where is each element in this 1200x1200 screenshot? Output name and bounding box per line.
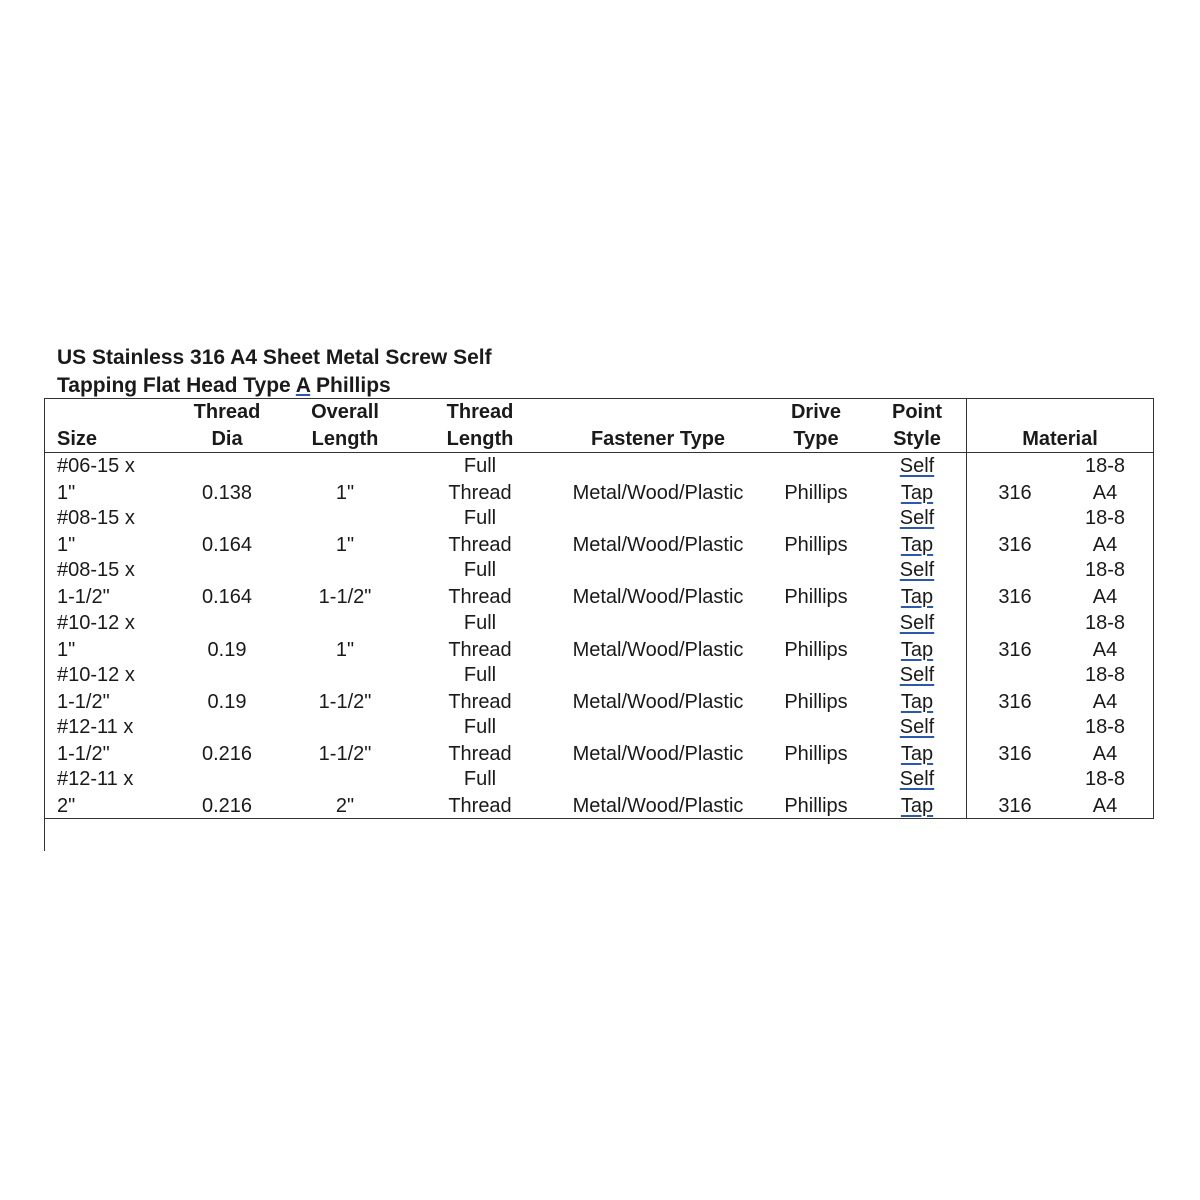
header-overall-length-line-2: Length <box>311 428 379 450</box>
row-1-point-style-line-2: Tap <box>900 534 934 556</box>
row-4-fastener-type: Metal/Wood/Plastic <box>572 691 744 713</box>
row-1-size-line-2: 1" <box>57 534 76 556</box>
row-0-thread-dia: 0.138 <box>201 482 253 504</box>
header-thread-length-line-2: Length <box>446 428 514 450</box>
row-5-material-grade-line-1: 18-8 <box>1084 716 1126 738</box>
row-1-overall-length: 1" <box>335 534 355 556</box>
header-point-style-line-1: Point <box>892 401 942 423</box>
row-5-fastener-type: Metal/Wood/Plastic <box>572 743 744 765</box>
row-6-point-style-line-1: Self <box>899 768 935 790</box>
row-5-thread-dia: 0.216 <box>201 743 253 765</box>
row-5-overall-length: 1-1/2" <box>318 743 372 765</box>
row-6-thread-length-line-2: Thread <box>448 795 512 817</box>
header-overall-length-line-1: Overall <box>311 401 379 423</box>
row-0-thread-length-line-2: Thread <box>448 482 512 504</box>
row-3-thread-dia: 0.19 <box>207 639 247 661</box>
row-5-thread-length-line-1: Full <box>463 716 497 738</box>
row-4-thread-length-line-2: Thread <box>448 691 512 713</box>
header-drive-type-line-2: Type <box>793 428 839 450</box>
row-3-point-style-line-2: Tap <box>900 639 934 661</box>
header-drive-type-line-1: Drive <box>790 401 842 423</box>
row-2-fastener-type: Metal/Wood/Plastic <box>572 586 744 608</box>
row-4-material-grade-line-1: 18-8 <box>1084 664 1126 686</box>
title-line-2-start: Tapping Flat Head Type <box>57 374 296 397</box>
row-1-material-number: 316 <box>998 534 1032 556</box>
row-3-size-line-2: 1" <box>57 639 76 661</box>
row-2-drive-type: Phillips <box>784 586 848 608</box>
row-6-size-line-1: #12-11 x <box>57 768 134 790</box>
row-2-point-style-line-2: Tap <box>900 586 934 608</box>
row-0-material-number: 316 <box>998 482 1032 504</box>
row-6-fastener-type: Metal/Wood/Plastic <box>572 795 744 817</box>
row-4-thread-length-line-1: Full <box>463 664 497 686</box>
row-2-point-style-line-1: Self <box>899 559 935 581</box>
row-3-overall-length: 1" <box>335 639 355 661</box>
row-4-drive-type: Phillips <box>784 691 848 713</box>
header-size-line-2: Size <box>57 428 98 450</box>
row-3-fastener-type: Metal/Wood/Plastic <box>572 639 744 661</box>
row-1-thread-length-line-1: Full <box>463 507 497 529</box>
row-0-fastener-type: Metal/Wood/Plastic <box>572 482 744 504</box>
header-point-style-line-2: Style <box>893 428 941 450</box>
row-3-point-style-line-1: Self <box>899 612 935 634</box>
row-0-thread-length-line-1: Full <box>463 455 497 477</box>
row-6-point-style-line-2: Tap <box>900 795 934 817</box>
material-column-divider <box>966 398 967 819</box>
row-0-point-style-line-2: Tap <box>900 482 934 504</box>
row-0-overall-length: 1" <box>335 482 355 504</box>
row-1-size-line-1: #08-15 x <box>57 507 135 529</box>
header-thread-dia-line-2: Dia <box>211 428 243 450</box>
row-2-thread-length-line-2: Thread <box>448 586 512 608</box>
header-material-line-2: Material <box>1022 428 1098 450</box>
row-5-point-style-line-1: Self <box>899 716 935 738</box>
title-line-2 <box>57 372 577 400</box>
row-6-material-grade-line-1: 18-8 <box>1084 768 1126 790</box>
title-line-2-end: Phillips <box>310 374 391 397</box>
row-5-size-line-2: 1-1/2" <box>57 743 110 765</box>
row-2-size-line-2: 1-1/2" <box>57 586 110 608</box>
title-type-letter: A <box>295 374 311 397</box>
row-3-material-grade-line-1: 18-8 <box>1084 612 1126 634</box>
header-thread-dia-line-1: Thread <box>193 401 261 423</box>
row-0-material-grade-line-1: 18-8 <box>1084 455 1126 477</box>
row-4-thread-dia: 0.19 <box>207 691 247 713</box>
row-5-material-grade-line-2: A4 <box>1092 743 1118 765</box>
row-6-material-grade-line-2: A4 <box>1092 795 1118 817</box>
row-5-drive-type: Phillips <box>784 743 848 765</box>
row-3-material-grade-line-2: A4 <box>1092 639 1118 661</box>
row-1-drive-type: Phillips <box>784 534 848 556</box>
row-5-material-number: 316 <box>998 743 1032 765</box>
row-4-material-number: 316 <box>998 691 1032 713</box>
row-4-point-style-line-2: Tap <box>900 691 934 713</box>
row-6-thread-dia: 0.216 <box>201 795 253 817</box>
row-4-size-line-2: 1-1/2" <box>57 691 110 713</box>
row-4-size-line-1: #10-12 x <box>57 664 135 686</box>
row-2-material-grade-line-1: 18-8 <box>1084 559 1126 581</box>
row-0-size-line-2: 1" <box>57 482 76 504</box>
header-fastener-type-line-2: Fastener Type <box>590 428 726 450</box>
row-2-material-grade-line-2: A4 <box>1092 586 1118 608</box>
row-2-overall-length: 1-1/2" <box>318 586 372 608</box>
row-2-size-line-1: #08-15 x <box>57 559 135 581</box>
row-0-size-line-1: #06-15 x <box>57 455 135 477</box>
row-3-thread-length-line-1: Full <box>463 612 497 634</box>
row-1-point-style-line-1: Self <box>899 507 935 529</box>
row-3-material-number: 316 <box>998 639 1032 661</box>
row-1-thread-length-line-2: Thread <box>448 534 512 556</box>
row-6-overall-length: 2" <box>335 795 355 817</box>
row-1-thread-dia: 0.164 <box>201 534 253 556</box>
row-3-thread-length-line-2: Thread <box>448 639 512 661</box>
row-2-thread-length-line-1: Full <box>463 559 497 581</box>
table-tail-line <box>44 819 45 851</box>
row-0-material-grade-line-2: A4 <box>1092 482 1118 504</box>
row-0-drive-type: Phillips <box>784 482 848 504</box>
row-0-point-style-line-1: Self <box>899 455 935 477</box>
document-title <box>57 344 577 400</box>
row-6-drive-type: Phillips <box>784 795 848 817</box>
row-6-size-line-2: 2" <box>57 795 76 817</box>
header-thread-length-line-1: Thread <box>446 401 514 423</box>
title-line-1: US Stainless 316 A4 Sheet Metal Screw Self <box>57 346 492 369</box>
row-5-size-line-1: #12-11 x <box>57 716 134 738</box>
row-4-material-grade-line-2: A4 <box>1092 691 1118 713</box>
row-6-material-number: 316 <box>998 795 1032 817</box>
row-4-overall-length: 1-1/2" <box>318 691 372 713</box>
row-4-point-style-line-1: Self <box>899 664 935 686</box>
row-5-point-style-line-2: Tap <box>900 743 934 765</box>
header-rule <box>44 452 1154 453</box>
row-3-drive-type: Phillips <box>784 639 848 661</box>
row-1-fastener-type: Metal/Wood/Plastic <box>572 534 744 556</box>
row-6-thread-length-line-1: Full <box>463 768 497 790</box>
row-2-material-number: 316 <box>998 586 1032 608</box>
row-1-material-grade-line-2: A4 <box>1092 534 1118 556</box>
row-2-thread-dia: 0.164 <box>201 586 253 608</box>
row-3-size-line-1: #10-12 x <box>57 612 135 634</box>
row-5-thread-length-line-2: Thread <box>448 743 512 765</box>
row-1-material-grade-line-1: 18-8 <box>1084 507 1126 529</box>
